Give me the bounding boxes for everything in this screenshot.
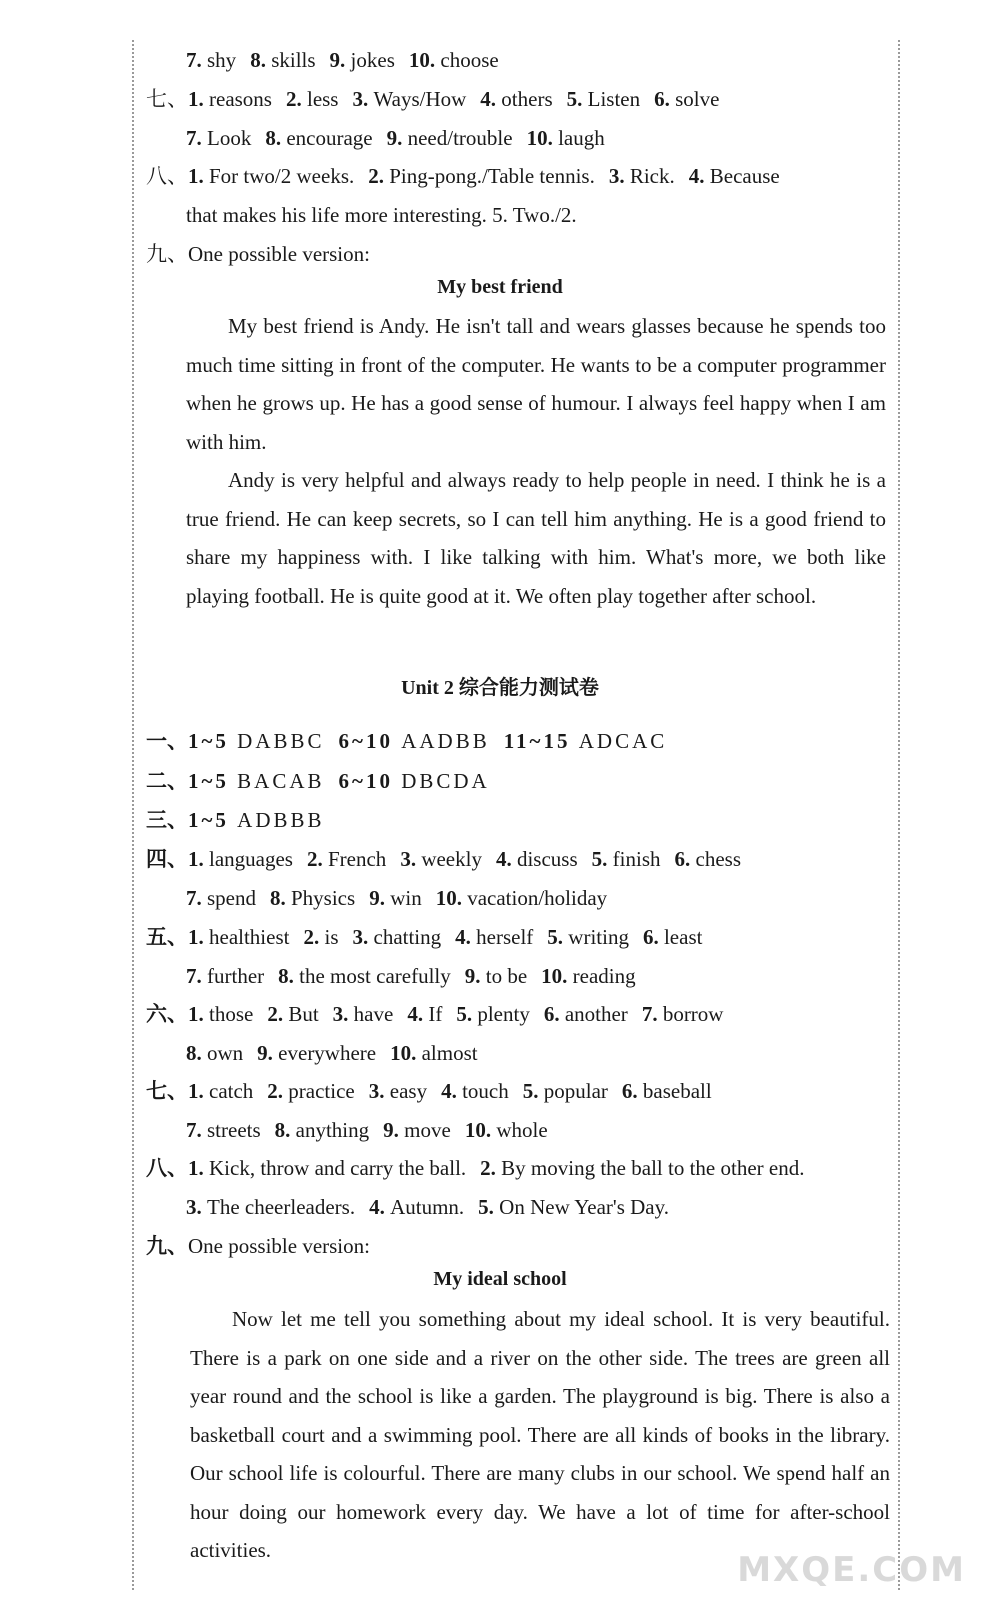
- answer-item: 1. healthiest: [188, 925, 290, 949]
- answer-item: 4. Autumn.: [369, 1195, 465, 1219]
- essay2-paragraph-1: Now let me tell you something about my ideal school. It is very beautiful. There is a park on one side and a river on the other side. The trees are green all year round and the school is like a garden. The playground is big. There is also a basketball court and a swimming pool. There are all kinds of books in the library. Our school life is colourful. There are many clubs in our school. We spend half an hour doing our homework every day. We have a lot of time for after-school activities.: [190, 1307, 890, 1562]
- answer-item: 5. On New Year's Day.: [478, 1195, 669, 1219]
- answer-item: 1~5 DABBC: [188, 729, 325, 753]
- sec8-row2: that makes his life more interesting. 5. Two./2.: [186, 203, 577, 227]
- answer-item: 2. By moving the ball to the other end.: [480, 1156, 805, 1180]
- answer-item: 3. Rick.: [608, 164, 675, 188]
- unit-sec5-row1: [146, 923, 716, 951]
- answer-item: 10. reading: [541, 964, 636, 988]
- section-label: 三、: [146, 808, 188, 832]
- answer-item: 8. anything: [274, 1118, 370, 1142]
- answer-item: 8. skills: [250, 48, 316, 72]
- unit-sec9-intro-line: [146, 1232, 370, 1260]
- section-label: 七、: [146, 87, 188, 111]
- answer-item: 1. Kick, throw and carry the ball.: [188, 1156, 467, 1180]
- answer-item: 7. further: [186, 964, 265, 988]
- answer-item: 7. shy: [186, 48, 237, 72]
- answer-item: 4. herself: [455, 925, 534, 949]
- section-label: 五、: [146, 925, 188, 949]
- sec8-row1: [146, 162, 794, 190]
- section-label: 四、: [146, 847, 188, 871]
- answer-item: 4. Because: [688, 164, 780, 188]
- answer-item: 1. For two/2 weeks.: [188, 164, 355, 188]
- unit-sec1: [146, 727, 681, 755]
- answer-item: 6. another: [543, 1002, 628, 1026]
- answer-item: 6. baseball: [621, 1079, 712, 1103]
- answer-item: 2. is: [303, 925, 339, 949]
- answer-item: 8. encourage: [265, 126, 373, 150]
- answer-item: 10. almost: [390, 1041, 478, 1065]
- sec9-intro: One possible version:: [188, 242, 370, 266]
- essay1-body: [186, 307, 886, 615]
- section-label: 二、: [146, 769, 188, 793]
- unit-sec8-row1: [146, 1154, 818, 1182]
- unit-sec9-intro: One possible version:: [188, 1234, 370, 1258]
- answer-item: 2. Ping-pong./Table tennis.: [368, 164, 595, 188]
- answer-item: 9. to be: [464, 964, 528, 988]
- answer-item: 1~5 ADBBB: [188, 808, 325, 832]
- section-label: 八、: [146, 1156, 188, 1180]
- left-dotted-margin: [132, 40, 134, 1590]
- section-label: 九、: [146, 242, 188, 266]
- answer-item: 2. French: [306, 847, 387, 871]
- essay2-body: [190, 1300, 890, 1570]
- answer-item: 6. chess: [674, 847, 741, 871]
- answer-item: 6. least: [642, 925, 703, 949]
- answer-item: 3. chatting: [352, 925, 442, 949]
- unit-sec5-row2: [186, 962, 650, 990]
- answer-item: 3. have: [332, 1002, 394, 1026]
- answer-item: 1. languages: [188, 847, 293, 871]
- answer-item: 1~5 BACAB: [188, 769, 325, 793]
- essay1-title: My best friend: [437, 276, 563, 298]
- right-dotted-margin: [898, 40, 900, 1590]
- answer-item: 3. The cheerleaders.: [186, 1195, 356, 1219]
- section-label: 一、: [146, 729, 188, 753]
- answer-item: 4. others: [480, 87, 553, 111]
- answer-item: 8. Physics: [270, 886, 356, 910]
- section-label: 八、: [146, 164, 188, 188]
- essay1-paragraph-2: Andy is very helpful and always ready to help people in need. I think he is a true friend. He can keep secrets, so I can tell him anything. He is a good friend to share my happiness with. I like talking with him. What's more, we both like playing football. He is quite good at it. We often play together after school.: [186, 468, 886, 608]
- unit-title: Unit 2 综合能力测试卷: [401, 677, 599, 699]
- answer-item: 1. reasons: [188, 87, 272, 111]
- answer-item: 2. practice: [267, 1079, 355, 1103]
- section-label: 六、: [146, 1002, 188, 1026]
- section-label: 九、: [146, 1234, 188, 1258]
- unit-sec8-row2: [186, 1193, 683, 1221]
- answer-item: 8. the most carefully: [278, 964, 451, 988]
- answer-item: 2. But: [267, 1002, 319, 1026]
- answer-item: 5. finish: [591, 847, 661, 871]
- answer-item: 6. solve: [654, 87, 720, 111]
- answer-item: 10. whole: [464, 1118, 548, 1142]
- answer-item: 3. Ways/How: [352, 87, 467, 111]
- answer-item: 5. writing: [547, 925, 629, 949]
- answer-item: 4. If: [407, 1002, 443, 1026]
- unit-sec6-row2: [186, 1039, 492, 1067]
- sec9-intro-line: [146, 240, 370, 268]
- answer-item: 9. jokes: [329, 48, 395, 72]
- answer-item: 6~10 DBCDA: [338, 769, 490, 793]
- answer-item: 9. need/trouble: [386, 126, 513, 150]
- essay1-paragraph-1: My best friend is Andy. He isn't tall and wears glasses because he spends too much time sitting in front of the computer. He wants to be a computer programmer when he grows up. He has a good sense of humour. I always feel happy when I am with him.: [186, 314, 886, 454]
- unit-sec4-row1: [146, 845, 755, 873]
- answer-item: 5. plenty: [456, 1002, 530, 1026]
- answer-item: 7. borrow: [641, 1002, 724, 1026]
- answer-item: 9. everywhere: [257, 1041, 377, 1065]
- unit-sec7-row1: [146, 1077, 726, 1105]
- answer-item: 1. those: [188, 1002, 254, 1026]
- answer-item: 7. spend: [186, 886, 256, 910]
- answer-item: 2. less: [285, 87, 339, 111]
- unit-sec3: [146, 806, 339, 834]
- answer-item: 4. discuss: [495, 847, 578, 871]
- prev-section-tail: [186, 46, 513, 74]
- answer-item: 1. catch: [188, 1079, 254, 1103]
- answer-item: 4. touch: [441, 1079, 509, 1103]
- answer-item: 10. laugh: [526, 126, 605, 150]
- answer-item: 10. vacation/holiday: [435, 886, 608, 910]
- answer-item: 9. move: [383, 1118, 451, 1142]
- answer-item: 8. own: [186, 1041, 244, 1065]
- answer-item: 3. easy: [368, 1079, 428, 1103]
- answer-item: 10. choose: [408, 48, 499, 72]
- unit-sec4-row2: [186, 884, 621, 912]
- unit-sec7-row2: [186, 1116, 562, 1144]
- answer-item: 6~10 AADBB: [338, 729, 490, 753]
- unit-sec6-row1: [146, 1000, 737, 1028]
- answer-item: 9. win: [369, 886, 422, 910]
- answer-item: 5. popular: [522, 1079, 608, 1103]
- section-label: 七、: [146, 1079, 188, 1103]
- answer-item: 11~15 ADCAC: [503, 729, 668, 753]
- unit-sec2: [146, 767, 504, 795]
- answer-item: 7. streets: [186, 1118, 261, 1142]
- answer-item: 7. Look: [186, 126, 252, 150]
- sec7-row2: [186, 124, 619, 152]
- essay2-title: My ideal school: [433, 1268, 567, 1290]
- sec7-row1: [146, 85, 733, 113]
- answer-item: 3. weekly: [400, 847, 482, 871]
- answer-item: 5. Listen: [566, 87, 641, 111]
- watermark-logo: MXQE.COM: [737, 1550, 966, 1590]
